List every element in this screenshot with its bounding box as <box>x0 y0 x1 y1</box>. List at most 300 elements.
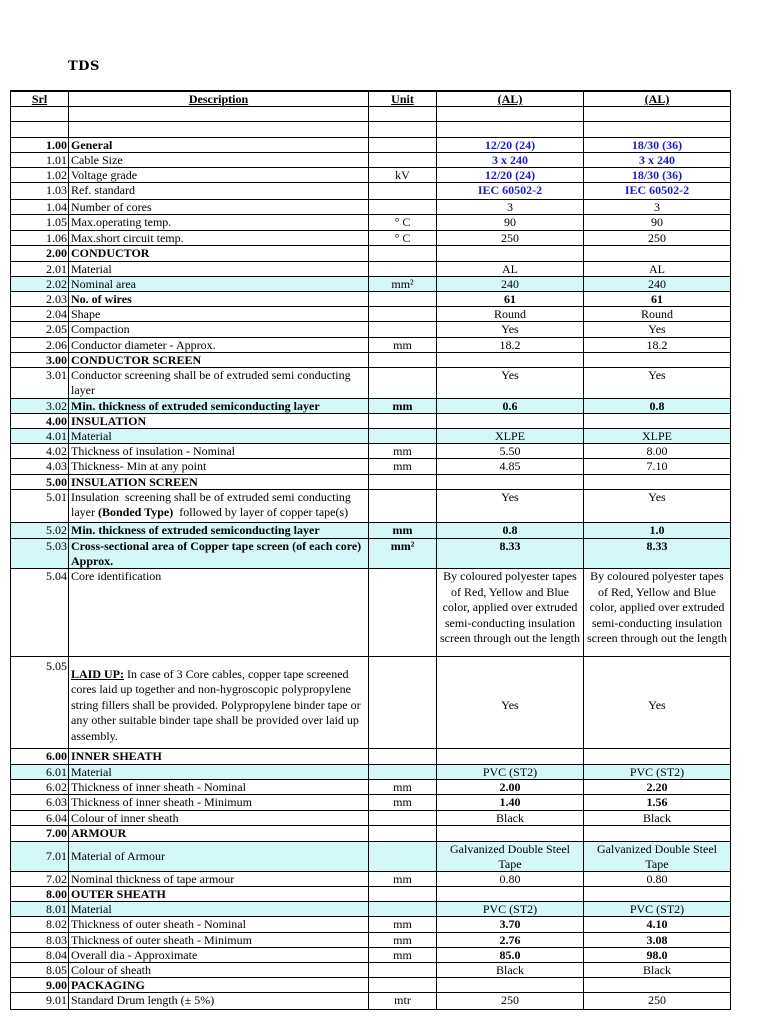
al-1-value-text: 250 <box>501 231 519 245</box>
spec-row <box>11 307 731 322</box>
unit-text: mm² <box>390 539 415 553</box>
description-cell <box>69 459 369 474</box>
blank-cell <box>369 122 437 137</box>
description-text: Number of cores <box>71 200 152 214</box>
unit-text: ° C <box>394 231 411 245</box>
description-text: Material <box>71 902 112 916</box>
al-1-value-cell <box>437 138 584 152</box>
header-description: Description <box>69 92 369 106</box>
description-text: Overall dia - Approximate <box>71 948 198 962</box>
description-text: Nominal area <box>71 277 136 291</box>
al-2-value-line: color, applied over extruded <box>589 600 725 614</box>
srl-cell <box>11 399 69 413</box>
srl-cell <box>11 138 69 152</box>
srl-cell <box>11 539 69 568</box>
description-line: assembly. <box>71 728 118 743</box>
al-2-value-cell <box>584 749 731 764</box>
srl-text: 4.03 <box>46 459 67 473</box>
al-2-value-line: of Red, Yellow and Blue <box>598 584 716 599</box>
unit-cell <box>369 872 437 886</box>
description-line: any other suitable binder tape shall be provided over laid up <box>71 713 359 728</box>
srl-cell <box>11 475 69 489</box>
al-1-value-cell <box>437 993 584 1009</box>
al-1-value-text: 5.50 <box>499 444 521 458</box>
unit-cell <box>369 948 437 962</box>
document-title: TDS <box>68 59 100 74</box>
blank-cell <box>11 107 69 121</box>
al-2-value-cell <box>584 917 731 932</box>
description-cell <box>69 277 369 291</box>
description-cell <box>69 872 369 886</box>
srl-text: 8.01 <box>46 902 67 916</box>
srl-text: 5.01 <box>46 490 67 504</box>
section-row <box>11 414 731 429</box>
spec-row <box>11 262 731 277</box>
al-1-value-cell <box>437 475 584 489</box>
srl-cell <box>11 657 69 748</box>
blank-cell <box>11 122 69 137</box>
table-header <box>11 92 731 107</box>
unit-cell <box>369 539 437 568</box>
description-text: INSULATION SCREEN <box>71 475 198 489</box>
al-2-value-cell <box>584 231 731 245</box>
al-1-value-text: 2.76 <box>499 933 521 947</box>
al-2-value-cell <box>584 948 731 962</box>
al-1-value-text: 8.33 <box>499 539 521 553</box>
al-2-value-text: PVC (ST2) <box>629 765 685 779</box>
unit-cell <box>369 978 437 992</box>
srl-cell <box>11 459 69 474</box>
header-al-1: (AL) <box>437 92 584 106</box>
description-text: Thickness of insulation - Nominal <box>71 444 235 458</box>
srl-text: 2.06 <box>46 338 67 352</box>
srl-text: 9.01 <box>46 993 67 1007</box>
srl-cell <box>11 490 69 522</box>
al-2-value-cell <box>584 414 731 428</box>
al-1-value-text: PVC (ST2) <box>482 765 538 779</box>
description-text: Thickness of inner sheath - Nominal <box>71 780 246 794</box>
description-text: Thickness of inner sheath - Minimum <box>71 795 252 809</box>
al-2-value-cell <box>584 429 731 443</box>
srl-text: 8.02 <box>46 917 67 931</box>
unit-cell <box>369 138 437 152</box>
srl-cell <box>11 183 69 199</box>
unit-text: kV <box>395 168 410 182</box>
al-2-value-cell <box>584 215 731 230</box>
description-cell <box>69 399 369 413</box>
description-text: Compaction <box>71 322 130 336</box>
description-text: Ref. standard <box>71 183 135 197</box>
al-2-value-cell <box>584 933 731 947</box>
spec-row <box>11 215 731 231</box>
al-2-value-cell <box>584 842 731 871</box>
al-2-value-text: 250 <box>648 993 666 1007</box>
spec-row <box>11 231 731 246</box>
description-text: Thickness- Min at any point <box>71 459 207 473</box>
srl-cell <box>11 780 69 794</box>
unit-cell <box>369 842 437 871</box>
unit-cell <box>369 183 437 199</box>
al-2-value-text: 90 <box>651 215 663 229</box>
al-2-value-text: Yes <box>648 490 666 504</box>
al-2-value-text: AL <box>649 262 665 276</box>
al-2-value-text: 1.0 <box>649 523 665 537</box>
spec-row <box>11 872 731 887</box>
al-1-value-line: Galvanized Double Steel <box>450 842 570 856</box>
al-2-value-cell <box>584 200 731 214</box>
description-cell <box>69 902 369 916</box>
unit-cell <box>369 429 437 443</box>
spec-row <box>11 444 731 459</box>
al-1-value-cell <box>437 277 584 291</box>
al-1-value-cell <box>437 307 584 321</box>
description-cell <box>69 246 369 261</box>
srl-cell <box>11 231 69 245</box>
description-line: string fillers shall be provided. Polypropylene binder tape or <box>71 697 361 712</box>
spec-table <box>10 90 731 1010</box>
al-2-value-text: IEC 60502-2 <box>624 183 690 197</box>
blank-cell <box>437 107 584 121</box>
al-2-value-line: semi-conducting insulation <box>591 615 723 630</box>
al-1-value-cell <box>437 657 584 748</box>
al-2-value-text: 250 <box>648 231 666 245</box>
description-cell <box>69 414 369 428</box>
description-cell <box>69 780 369 794</box>
srl-text: 8.03 <box>46 933 67 947</box>
srl-text: 7.01 <box>46 849 67 863</box>
al-2-value-cell <box>584 780 731 794</box>
al-1-value-cell <box>437 902 584 916</box>
description-cell <box>69 887 369 901</box>
description-text: ARMOUR <box>71 826 127 840</box>
al-2-value-text: 3.08 <box>646 933 668 947</box>
al-1-value-text: IEC 60502-2 <box>477 183 543 197</box>
al-1-value-cell <box>437 262 584 276</box>
spec-row <box>11 933 731 948</box>
al-2-value-text: 61 <box>651 292 663 306</box>
description-text: INNER SHEATH <box>71 749 162 763</box>
srl-cell <box>11 523 69 538</box>
unit-cell <box>369 399 437 413</box>
spec-row <box>11 429 731 444</box>
al-1-value-text: 85.0 <box>499 948 521 962</box>
al-2-value-cell <box>584 993 731 1009</box>
description-line: cores laid up together and non-hygroscopic polypropylene <box>71 682 351 697</box>
al-2-value-cell <box>584 322 731 337</box>
description-text: Colour of inner sheath <box>71 811 179 825</box>
al-1-value-text: 3 x 240 <box>492 153 528 167</box>
description-text: Core identification <box>71 569 162 583</box>
spec-row <box>11 780 731 795</box>
section-row <box>11 826 731 842</box>
unit-cell <box>369 338 437 352</box>
srl-text: 6.04 <box>46 811 67 825</box>
unit-cell <box>369 933 437 947</box>
al-1-value-text: 90 <box>504 215 516 229</box>
blank-cell <box>369 107 437 121</box>
al-1-value-cell <box>437 842 584 871</box>
srl-text: 5.03 <box>46 539 67 553</box>
description-line: Insulation screening shall be of extruded semi conducting <box>71 490 351 504</box>
al-2-value-text: 18/30 (36) <box>631 168 683 182</box>
description-cell <box>69 338 369 352</box>
al-2-value-cell <box>584 168 731 182</box>
al-2-value-text: 8.00 <box>646 444 668 458</box>
al-1-value-line: of Red, Yellow and Blue <box>451 584 569 599</box>
al-1-value-line: color, applied over extruded <box>442 600 578 614</box>
srl-text: 8.05 <box>46 963 67 977</box>
al-1-value-cell <box>437 292 584 306</box>
description-cell <box>69 765 369 779</box>
spec-row <box>11 277 731 292</box>
al-1-value-text: Yes <box>501 490 519 504</box>
description-cell <box>69 523 369 538</box>
unit-cell <box>369 153 437 167</box>
srl-cell <box>11 338 69 352</box>
description-cell <box>69 429 369 443</box>
spec-row <box>11 539 731 569</box>
unit-text: mm <box>393 948 412 962</box>
unit-cell <box>369 902 437 916</box>
srl-cell <box>11 993 69 1009</box>
description-cell <box>69 444 369 458</box>
description-line <box>71 667 349 683</box>
unit-cell <box>369 246 437 261</box>
description-text: No. of wires <box>71 292 132 306</box>
al-1-value-cell <box>437 490 584 522</box>
description-line: layer <box>71 383 95 397</box>
spec-row <box>11 459 731 475</box>
spec-row <box>11 368 731 399</box>
srl-text: 1.05 <box>46 215 67 229</box>
al-1-value-text: 0.8 <box>502 523 518 537</box>
description-run: layer <box>71 505 98 519</box>
description-cell <box>69 200 369 214</box>
srl-cell <box>11 368 69 398</box>
al-2-value-text: Black <box>643 963 671 977</box>
srl-text: 1.02 <box>46 168 67 182</box>
al-2-value-text: 18/30 (36) <box>631 138 683 152</box>
al-1-value-cell <box>437 978 584 992</box>
al-1-value-text: 0.80 <box>499 872 521 886</box>
unit-cell <box>369 307 437 321</box>
description-cell <box>69 993 369 1009</box>
unit-cell <box>369 749 437 764</box>
description-cell <box>69 322 369 337</box>
srl-text: 1.01 <box>46 153 67 167</box>
description-cell <box>69 353 369 367</box>
unit-cell <box>369 826 437 841</box>
description-line: Cross-sectional area of Copper tape screen (of each core) <box>71 539 362 553</box>
spec-row <box>11 963 731 978</box>
srl-cell <box>11 307 69 321</box>
al-2-value-text: Yes <box>648 697 666 712</box>
srl-cell <box>11 749 69 764</box>
blank-cell <box>584 107 731 121</box>
al-1-value-text: 12/20 (24) <box>484 138 536 152</box>
srl-cell <box>11 153 69 167</box>
al-1-value-text: AL <box>502 262 518 276</box>
al-2-value-text: 2.20 <box>646 780 668 794</box>
al-2-value-cell <box>584 539 731 568</box>
srl-text: 7.02 <box>46 872 67 886</box>
unit-cell <box>369 795 437 810</box>
spec-row <box>11 902 731 917</box>
header-srl: Srl <box>11 92 69 106</box>
blank-row <box>11 122 731 138</box>
description-text: Material <box>71 765 112 779</box>
spec-row <box>11 993 731 1010</box>
al-1-value-cell <box>437 780 584 794</box>
unit-text: mm <box>393 933 412 947</box>
unit-text: mm <box>393 795 412 809</box>
description-cell <box>69 231 369 245</box>
srl-text: 2.04 <box>46 307 67 321</box>
al-1-value-line: Tape <box>498 856 522 871</box>
al-2-value-text: 0.8 <box>649 399 665 413</box>
srl-text: 3.02 <box>46 399 67 413</box>
unit-cell <box>369 322 437 337</box>
srl-text: 2.01 <box>46 262 67 276</box>
unit-cell <box>369 917 437 932</box>
srl-cell <box>11 292 69 306</box>
al-2-value-text: Yes <box>648 368 666 382</box>
description-text: Material <box>71 262 112 276</box>
unit-cell <box>369 368 437 398</box>
srl-cell <box>11 887 69 901</box>
al-1-value-cell <box>437 231 584 245</box>
al-1-value-text: 4.85 <box>499 459 521 473</box>
al-1-value-cell <box>437 444 584 458</box>
srl-cell <box>11 963 69 977</box>
al-2-value-text: 18.2 <box>646 338 668 352</box>
al-2-value-text: 3 <box>654 200 660 214</box>
description-cell <box>69 795 369 810</box>
srl-cell <box>11 429 69 443</box>
srl-text: 6.03 <box>46 795 67 809</box>
spec-row <box>11 200 731 215</box>
description-cell <box>69 307 369 321</box>
description-cell <box>69 657 369 748</box>
spec-row <box>11 811 731 826</box>
al-2-value-cell <box>584 292 731 306</box>
al-2-value-cell <box>584 246 731 261</box>
al-1-value-line: screen through out the length <box>440 631 580 645</box>
al-1-value-cell <box>437 539 584 568</box>
unit-cell <box>369 887 437 901</box>
al-1-value-text: Black <box>496 811 524 825</box>
unit-cell <box>369 459 437 474</box>
description-text: Nominal thickness of tape armour <box>71 872 235 886</box>
srl-cell <box>11 978 69 992</box>
srl-cell <box>11 262 69 276</box>
description-text: Max.short circuit temp. <box>71 231 184 245</box>
srl-cell <box>11 765 69 779</box>
unit-cell <box>369 657 437 748</box>
description-cell <box>69 215 369 230</box>
al-2-value-cell <box>584 277 731 291</box>
al-1-value-text: Yes <box>501 697 519 712</box>
al-2-value-text: 8.33 <box>646 539 668 553</box>
al-2-value-cell <box>584 153 731 167</box>
al-1-value-cell <box>437 917 584 932</box>
blank-cell <box>69 122 369 137</box>
al-1-value-text: PVC (ST2) <box>482 902 538 916</box>
unit-cell <box>369 353 437 367</box>
al-2-value-text: 0.80 <box>646 872 668 886</box>
unit-cell <box>369 569 437 656</box>
al-2-value-cell <box>584 399 731 413</box>
spec-row <box>11 338 731 353</box>
srl-text: 6.01 <box>46 765 67 779</box>
al-2-value-cell <box>584 138 731 152</box>
unit-cell <box>369 215 437 230</box>
description-text: PACKAGING <box>71 978 145 992</box>
al-1-value-text: Yes <box>501 322 519 336</box>
unit-cell <box>369 993 437 1009</box>
al-2-value-text: XLPE <box>642 429 672 443</box>
description-text: General <box>71 138 113 152</box>
unit-text: mm <box>393 917 412 931</box>
al-1-value-cell <box>437 749 584 764</box>
al-2-value-cell <box>584 307 731 321</box>
section-row <box>11 475 731 490</box>
al-2-value-cell <box>584 368 731 398</box>
srl-cell <box>11 902 69 916</box>
description-cell <box>69 262 369 276</box>
srl-text: 1.03 <box>46 183 67 197</box>
srl-text: 5.02 <box>46 523 67 537</box>
al-2-value-cell <box>584 978 731 992</box>
section-row <box>11 887 731 902</box>
al-2-value-cell <box>584 569 731 656</box>
srl-text: 4.02 <box>46 444 67 458</box>
al-2-value-cell <box>584 353 731 367</box>
al-1-value-text: Round <box>493 307 526 321</box>
al-2-value-cell <box>584 444 731 458</box>
al-1-value-cell <box>437 963 584 977</box>
header-al-2: (AL) <box>584 92 731 106</box>
description-cell <box>69 826 369 841</box>
unit-cell <box>369 292 437 306</box>
al-1-value-cell <box>437 399 584 413</box>
al-1-value-cell <box>437 948 584 962</box>
section-row <box>11 978 731 993</box>
description-text: Shape <box>71 307 101 321</box>
unit-text: mm² <box>391 277 414 291</box>
description-text: Thickness of outer sheath - Minimum <box>71 933 252 947</box>
unit-text: mm <box>393 444 412 458</box>
al-1-value-text: Black <box>496 963 524 977</box>
spec-row <box>11 292 731 307</box>
unit-cell <box>369 277 437 291</box>
srl-cell <box>11 933 69 947</box>
description-text: Standard Drum length (± 5%) <box>71 993 215 1007</box>
description-text: CONDUCTOR SCREEN <box>71 353 202 367</box>
description-cell <box>69 153 369 167</box>
al-1-value-cell <box>437 826 584 841</box>
spec-row <box>11 153 731 168</box>
al-1-value-cell <box>437 414 584 428</box>
description-cell <box>69 490 369 522</box>
spec-row <box>11 399 731 414</box>
description-text: Material <box>71 429 112 443</box>
srl-cell <box>11 168 69 182</box>
srl-text: 2.00 <box>46 246 67 260</box>
srl-cell <box>11 353 69 367</box>
unit-text: mm <box>393 338 412 352</box>
description-text: Colour of sheath <box>71 963 151 977</box>
